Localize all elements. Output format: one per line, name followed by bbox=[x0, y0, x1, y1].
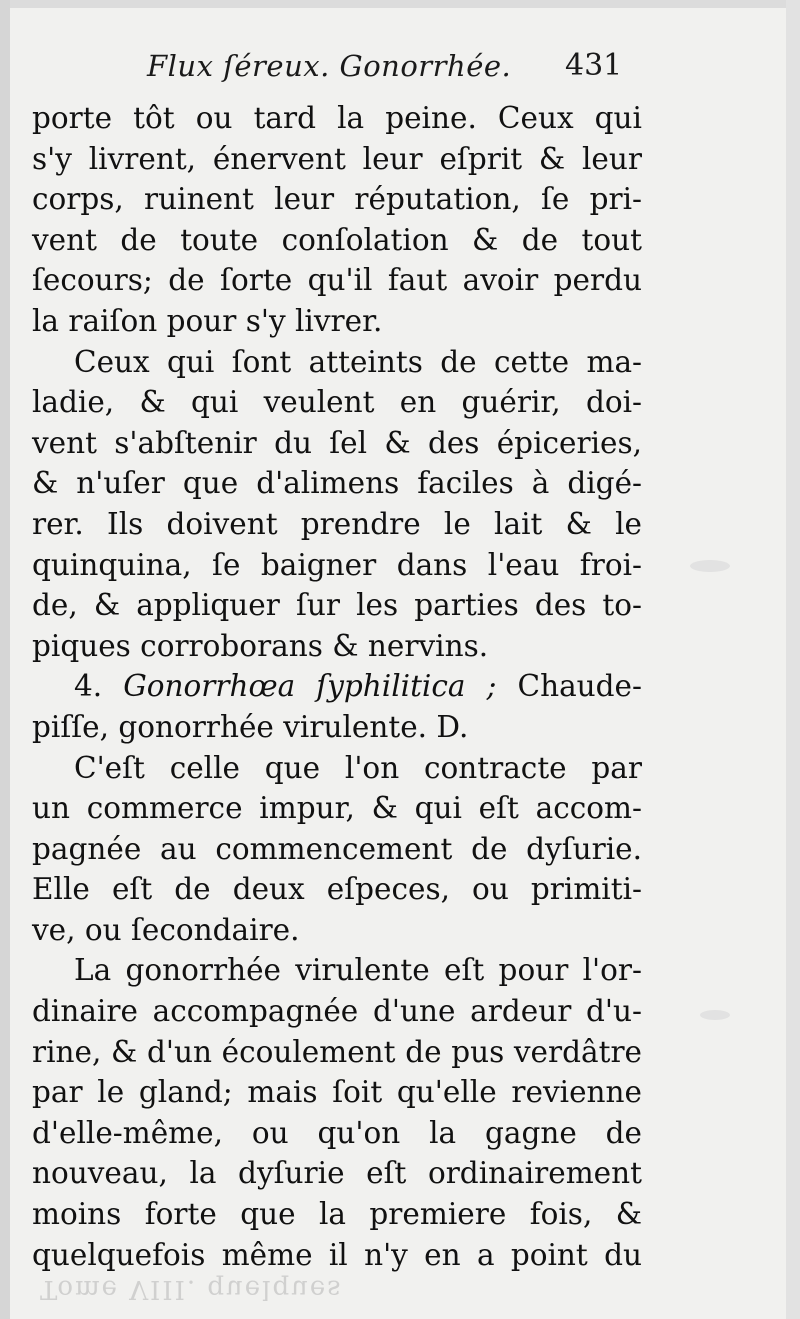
body-text bbox=[32, 98, 642, 1275]
page-number: 431 bbox=[565, 48, 623, 83]
paper-smudge bbox=[700, 1010, 730, 1020]
text-line: La gonorrhée virulente eſt pour l'or- bbox=[74, 953, 642, 988]
paper-smudge bbox=[690, 560, 730, 572]
text-line: rine, & d'un écoulement de pus verdâtre bbox=[32, 1034, 642, 1069]
text-line: piſſe, gonorrhée virulente. D. bbox=[32, 709, 469, 744]
entry-french-name: Chaude- bbox=[517, 669, 642, 704]
entry-latin-name: Gonorrhœa ſyphilitica ; bbox=[123, 669, 497, 704]
text-line: ſecours; de ſorte qu'il faut avoir perdu bbox=[32, 263, 642, 298]
text-line: un commerce impur, & qui eſt accom- bbox=[32, 791, 642, 826]
scan-edge-top bbox=[0, 0, 800, 8]
text-line: pagnée au commencement de dyſurie. bbox=[32, 831, 642, 866]
text-line: quelquefois même il n'y en a point du bbox=[32, 1237, 642, 1272]
text-line: quinquina, ſe baigner dans l'eau froi- bbox=[32, 547, 642, 582]
text-line: dinaire accompagnée d'une ardeur d'u- bbox=[32, 994, 642, 1029]
text-line: ladie, & qui veulent en guérir, doi- bbox=[32, 385, 642, 420]
scan-edge-left bbox=[0, 0, 10, 1319]
text-line: C'eſt celle que l'on contracte par bbox=[74, 750, 642, 785]
text-line: ve, ou ſecondaire. bbox=[32, 912, 300, 947]
text-line: corps, ruinent leur réputation, ſe pri- bbox=[32, 182, 642, 217]
text-line: moins forte que la premiere fois, & bbox=[32, 1197, 642, 1232]
text-line: vent de toute conſolation & de tout bbox=[32, 222, 642, 257]
text-line: piques corroborans & nervins. bbox=[32, 628, 489, 663]
page-header bbox=[0, 44, 800, 88]
text-line: de, & appliquer ſur les parties des to- bbox=[32, 588, 642, 623]
running-title: Flux ſéreux. Gonorrhée. bbox=[147, 49, 512, 83]
text-line: Ceux qui ſont atteints de cette ma- bbox=[74, 344, 642, 379]
bleed-through-text: Tome VIII. quelques bbox=[40, 1274, 343, 1304]
text-line-entry bbox=[32, 666, 642, 707]
text-line: & n'uſer que d'alimens faciles à digé- bbox=[32, 466, 642, 501]
entry-number: 4. bbox=[74, 669, 103, 704]
text-line: vent s'abſtenir du ſel & des épiceries, bbox=[32, 425, 642, 460]
text-line: par le gland; mais ſoit qu'elle revienne bbox=[32, 1075, 642, 1110]
scan-edge-right bbox=[786, 0, 800, 1319]
text-line: porte tôt ou tard la peine. Ceux qui bbox=[32, 101, 642, 135]
text-line: nouveau, la dyſurie eſt ordinairement bbox=[32, 1156, 642, 1191]
text-line: s'y livrent, énervent leur eſprit & leur bbox=[32, 141, 642, 176]
text-line: la raiſon pour s'y livrer. bbox=[32, 303, 383, 338]
text-line: Elle eſt de deux eſpeces, ou primiti- bbox=[32, 872, 642, 907]
text-line: d'elle-même, ou qu'on la gagne de bbox=[32, 1115, 642, 1150]
text-line: rer. Ils doivent prendre le lait & le bbox=[32, 506, 642, 541]
